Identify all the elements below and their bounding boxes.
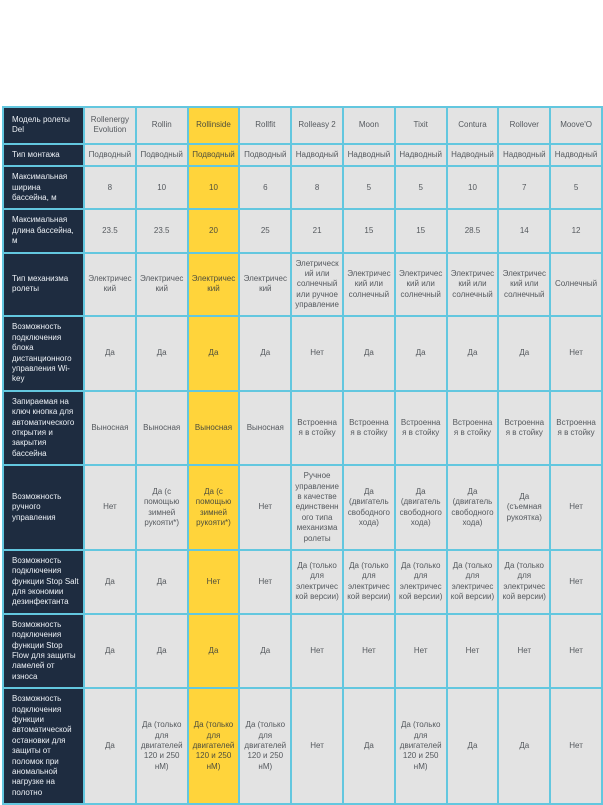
table-cell: 5 bbox=[550, 166, 602, 209]
table-cell: Да bbox=[343, 316, 395, 390]
table-cell: Да bbox=[188, 316, 240, 390]
row-header: Максимальная ширина бассейна, м bbox=[3, 166, 84, 209]
table-cell: Нет bbox=[84, 465, 136, 550]
table-cell: Да (только для двигателей 120 и 250 нМ) bbox=[239, 688, 291, 804]
table-cell: Да (только для электрической версии) bbox=[343, 550, 395, 614]
table-cell: Да bbox=[239, 614, 291, 688]
column-header-tixit: Tixit bbox=[395, 107, 447, 144]
table-cell: Электрический bbox=[188, 253, 240, 317]
column-header-rollfit: Rollfit bbox=[239, 107, 291, 144]
table-cell: 10 bbox=[136, 166, 188, 209]
column-header-rollinside: Rollinside bbox=[188, 107, 240, 144]
table-cell: 5 bbox=[395, 166, 447, 209]
table-cell: Да bbox=[136, 550, 188, 614]
column-header-moove-o: Moove'O bbox=[550, 107, 602, 144]
table-cell: Да bbox=[136, 614, 188, 688]
table-cell: Да (съемная рукоятка) bbox=[498, 465, 550, 550]
table-cell: Нет bbox=[188, 550, 240, 614]
table-cell: Да bbox=[188, 614, 240, 688]
table-cell: Ручное управление в качестве единственного типа механизма ролеты bbox=[291, 465, 343, 550]
comparison-table bbox=[2, 106, 603, 805]
table-cell: Встроенная в стойку bbox=[395, 391, 447, 465]
table-cell: 8 bbox=[84, 166, 136, 209]
row-header: Возможность подключения функции Stop Flow для защиты ламелей от износа bbox=[3, 614, 84, 688]
table-cell: Встроенная в стойку bbox=[550, 391, 602, 465]
table-cell: 23.5 bbox=[136, 209, 188, 252]
table-cell: Встроенная в стойку bbox=[343, 391, 395, 465]
table-row bbox=[3, 166, 602, 209]
row-header: Тип механизма ролеты bbox=[3, 253, 84, 317]
table-cell: Подводный bbox=[188, 144, 240, 166]
table-cell: Да bbox=[84, 688, 136, 804]
table-row bbox=[3, 209, 602, 252]
table-row bbox=[3, 614, 602, 688]
table-cell: Да bbox=[84, 316, 136, 390]
table-cell: Да (только для двигателей 120 и 250 нМ) bbox=[136, 688, 188, 804]
column-header-rolleasy-2: Rolleasy 2 bbox=[291, 107, 343, 144]
table-cell: Электрический или солнечный bbox=[395, 253, 447, 317]
row-header: Максимальная длина бассейна, м bbox=[3, 209, 84, 252]
table-cell: 23.5 bbox=[84, 209, 136, 252]
table-cell: Надводный bbox=[291, 144, 343, 166]
table-cell: Да bbox=[239, 316, 291, 390]
table-cell: Да (только для двигателей 120 и 250 нМ) bbox=[395, 688, 447, 804]
top-whitespace bbox=[0, 0, 603, 106]
table-row bbox=[3, 465, 602, 550]
table-row bbox=[3, 144, 602, 166]
table-cell: Надводный bbox=[550, 144, 602, 166]
table-cell: 10 bbox=[447, 166, 499, 209]
table-cell: Подводный bbox=[136, 144, 188, 166]
table-cell: Выносная bbox=[188, 391, 240, 465]
table-cell: Да (только для электрической версии) bbox=[447, 550, 499, 614]
table-cell: 10 bbox=[188, 166, 240, 209]
table-cell: Солнечный bbox=[550, 253, 602, 317]
table-cell: Электрический или солнечный bbox=[447, 253, 499, 317]
table-cell: Надводный bbox=[447, 144, 499, 166]
table-cell: 15 bbox=[343, 209, 395, 252]
table-cell: Надводный bbox=[498, 144, 550, 166]
table-cell: Нет bbox=[343, 614, 395, 688]
table-cell: Да (только для электрической версии) bbox=[498, 550, 550, 614]
row-header: Возможность подключения блока дистанционного управления Wi-key bbox=[3, 316, 84, 390]
table-cell: Нет bbox=[291, 688, 343, 804]
table-cell: 7 bbox=[498, 166, 550, 209]
table-cell: Да bbox=[84, 550, 136, 614]
row-header: Возможность ручного управления bbox=[3, 465, 84, 550]
table-cell: Да bbox=[343, 688, 395, 804]
table-cell: Да (только для электрической версии) bbox=[291, 550, 343, 614]
column-header-moon: Moon bbox=[343, 107, 395, 144]
table-cell: Встроенная в стойку bbox=[498, 391, 550, 465]
table-cell: Электрический или солнечный bbox=[498, 253, 550, 317]
corner-header-model-label: Модель ролеты Del bbox=[3, 107, 84, 144]
table-body bbox=[3, 144, 602, 804]
table-cell: Нет bbox=[550, 550, 602, 614]
table-cell: Выносная bbox=[84, 391, 136, 465]
table-cell: 6 bbox=[239, 166, 291, 209]
table-cell: Встроенная в стойку bbox=[291, 391, 343, 465]
table-cell: Да (только для электрической версии) bbox=[395, 550, 447, 614]
table-cell: Да bbox=[498, 316, 550, 390]
table-cell: Нет bbox=[498, 614, 550, 688]
table-cell: Да (двигатель свободного хода) bbox=[447, 465, 499, 550]
table-cell: Да (двигатель свободного хода) bbox=[343, 465, 395, 550]
table-cell: Нет bbox=[550, 614, 602, 688]
table-cell: Нет bbox=[550, 316, 602, 390]
table-cell: 21 bbox=[291, 209, 343, 252]
table-cell: Элетрический или солнечный или ручное управление bbox=[291, 253, 343, 317]
table-row bbox=[3, 688, 602, 804]
table-cell: Подводный bbox=[239, 144, 291, 166]
table-cell: 15 bbox=[395, 209, 447, 252]
table-cell: Да bbox=[447, 688, 499, 804]
column-header-rollenergy-evolution: Rollenergy Evolution bbox=[84, 107, 136, 144]
table-cell: Да (с помощью зимней рукояти*) bbox=[188, 465, 240, 550]
table-cell: 8 bbox=[291, 166, 343, 209]
table-cell: Электрический bbox=[84, 253, 136, 317]
table-cell: Нет bbox=[291, 614, 343, 688]
table-cell: Встроенная в стойку bbox=[447, 391, 499, 465]
table-cell: Нет bbox=[239, 550, 291, 614]
table-cell: Выносная bbox=[239, 391, 291, 465]
table-cell: Подводный bbox=[84, 144, 136, 166]
table-cell: Нет bbox=[550, 465, 602, 550]
column-header-rollin: Rollin bbox=[136, 107, 188, 144]
table-cell: Электрический bbox=[239, 253, 291, 317]
row-header: Возможность подключения функции Stop Salt для экономии дезинфектанта bbox=[3, 550, 84, 614]
table-row bbox=[3, 316, 602, 390]
table-row bbox=[3, 391, 602, 465]
column-header-rollover: Rollover bbox=[498, 107, 550, 144]
table-cell: Да bbox=[447, 316, 499, 390]
table-cell: Да (только для двигателей 120 и 250 нМ) bbox=[188, 688, 240, 804]
table-cell: 28.5 bbox=[447, 209, 499, 252]
table-cell: Нет bbox=[550, 688, 602, 804]
table-cell: Надводный bbox=[395, 144, 447, 166]
table-cell: Да (двигатель свободного хода) bbox=[395, 465, 447, 550]
column-header-contura: Contura bbox=[447, 107, 499, 144]
table-cell: Нет bbox=[447, 614, 499, 688]
table-cell: Нет bbox=[239, 465, 291, 550]
table-cell: Да bbox=[84, 614, 136, 688]
row-header: Возможность подключения функции автоматической остановки для защиты от поломок при аномальной нагрузке на полотно bbox=[3, 688, 84, 804]
table-cell: Да bbox=[498, 688, 550, 804]
table-cell: 5 bbox=[343, 166, 395, 209]
row-header: Запираемая на ключ кнопка для автоматического открытия и закрытия бассейна bbox=[3, 391, 84, 465]
table-cell: Электрический bbox=[136, 253, 188, 317]
table-cell: Да bbox=[136, 316, 188, 390]
table-header bbox=[3, 107, 602, 144]
table-row bbox=[3, 550, 602, 614]
header-row bbox=[3, 107, 602, 144]
table-cell: Электрический или солнечный bbox=[343, 253, 395, 317]
table-cell: Да (с помощью зимней рукояти*) bbox=[136, 465, 188, 550]
table-cell: Да bbox=[395, 316, 447, 390]
table-cell: Выносная bbox=[136, 391, 188, 465]
table-cell: 20 bbox=[188, 209, 240, 252]
table-cell: 14 bbox=[498, 209, 550, 252]
table-row bbox=[3, 253, 602, 317]
table-cell: 25 bbox=[239, 209, 291, 252]
table-cell: 12 bbox=[550, 209, 602, 252]
row-header: Тип монтажа bbox=[3, 144, 84, 166]
table-cell: Нет bbox=[291, 316, 343, 390]
table-cell: Нет bbox=[395, 614, 447, 688]
table-cell: Надводный bbox=[343, 144, 395, 166]
